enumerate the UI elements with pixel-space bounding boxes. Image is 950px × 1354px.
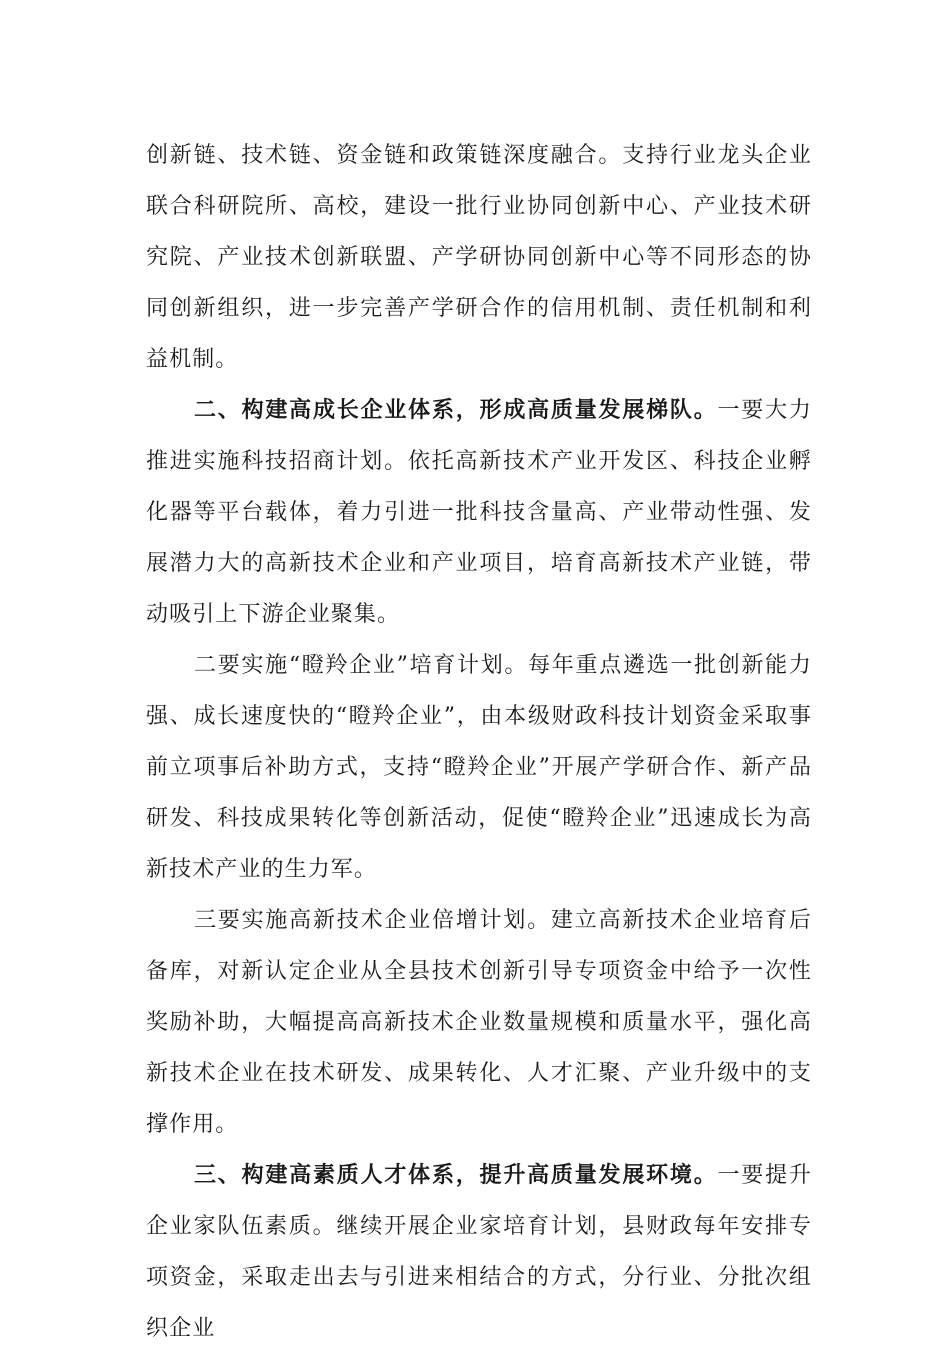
- paragraph-continuation: [146, 130, 812, 385]
- paragraph-text: 二要实施“瞪羚企业”培育计划。每年重点遴选一批创新能力强、成长速度快的“瞪羚企业”，由本级财政科技计划资金采取事前立项事后补助方式，支持“瞪羚企业”开展产学研合作、新产品研发、科技成果转化等创新活动，促使“瞪羚企业”迅速成长为高新技术产业的生力军。: [146, 653, 812, 882]
- paragraph-hightech-doubling: [146, 895, 812, 1150]
- paragraph-text: 一要大力推进实施科技招商计划。依托高新技术产业开发区、科技企业孵化器等平台载体，着力引进一批科技含量高、产业带动性强、发展潜力大的高新技术企业和产业项目，培育高新技术产业链，带动吸引上下游企业聚集。: [146, 398, 813, 627]
- paragraph-text: 一要提升企业家队伍素质。继续开展企业家培育计划，县财政每年安排专项资金，采取走出去与引进来相结合的方式，分行业、分批次组织企业: [146, 1163, 813, 1341]
- paragraph-text: 三要实施高新技术企业倍增计划。建立高新技术企业培育后备库，对新认定企业从全县技术创新引导专项资金中给予一次性奖励补助，大幅提高高新技术企业数量规模和质量水平，强化高新技术企业在技术研发、成果转化、人才汇聚、产业升级中的支撑作用。: [146, 908, 812, 1137]
- paragraph-text: 创新链、技术链、资金链和政策链深度融合。支持行业龙头企业联合科研院所、高校，建设一批行业协同创新中心、产业技术研究院、产业技术创新联盟、产学研协同创新中心等不同形态的协同创新组织，进一步完善产学研合作的信用机制、责任机制和利益机制。: [146, 143, 812, 372]
- section-heading: 三、构建高素质人才体系，提升高质量发展环境。: [194, 1163, 718, 1188]
- paragraph-section-three: [146, 1150, 812, 1354]
- document-page: [146, 130, 812, 1354]
- section-heading: 二、构建高成长企业体系，形成高质量发展梯队。: [194, 398, 718, 423]
- paragraph-gazelle-enterprise: [146, 640, 812, 895]
- paragraph-section-two: [146, 385, 812, 640]
